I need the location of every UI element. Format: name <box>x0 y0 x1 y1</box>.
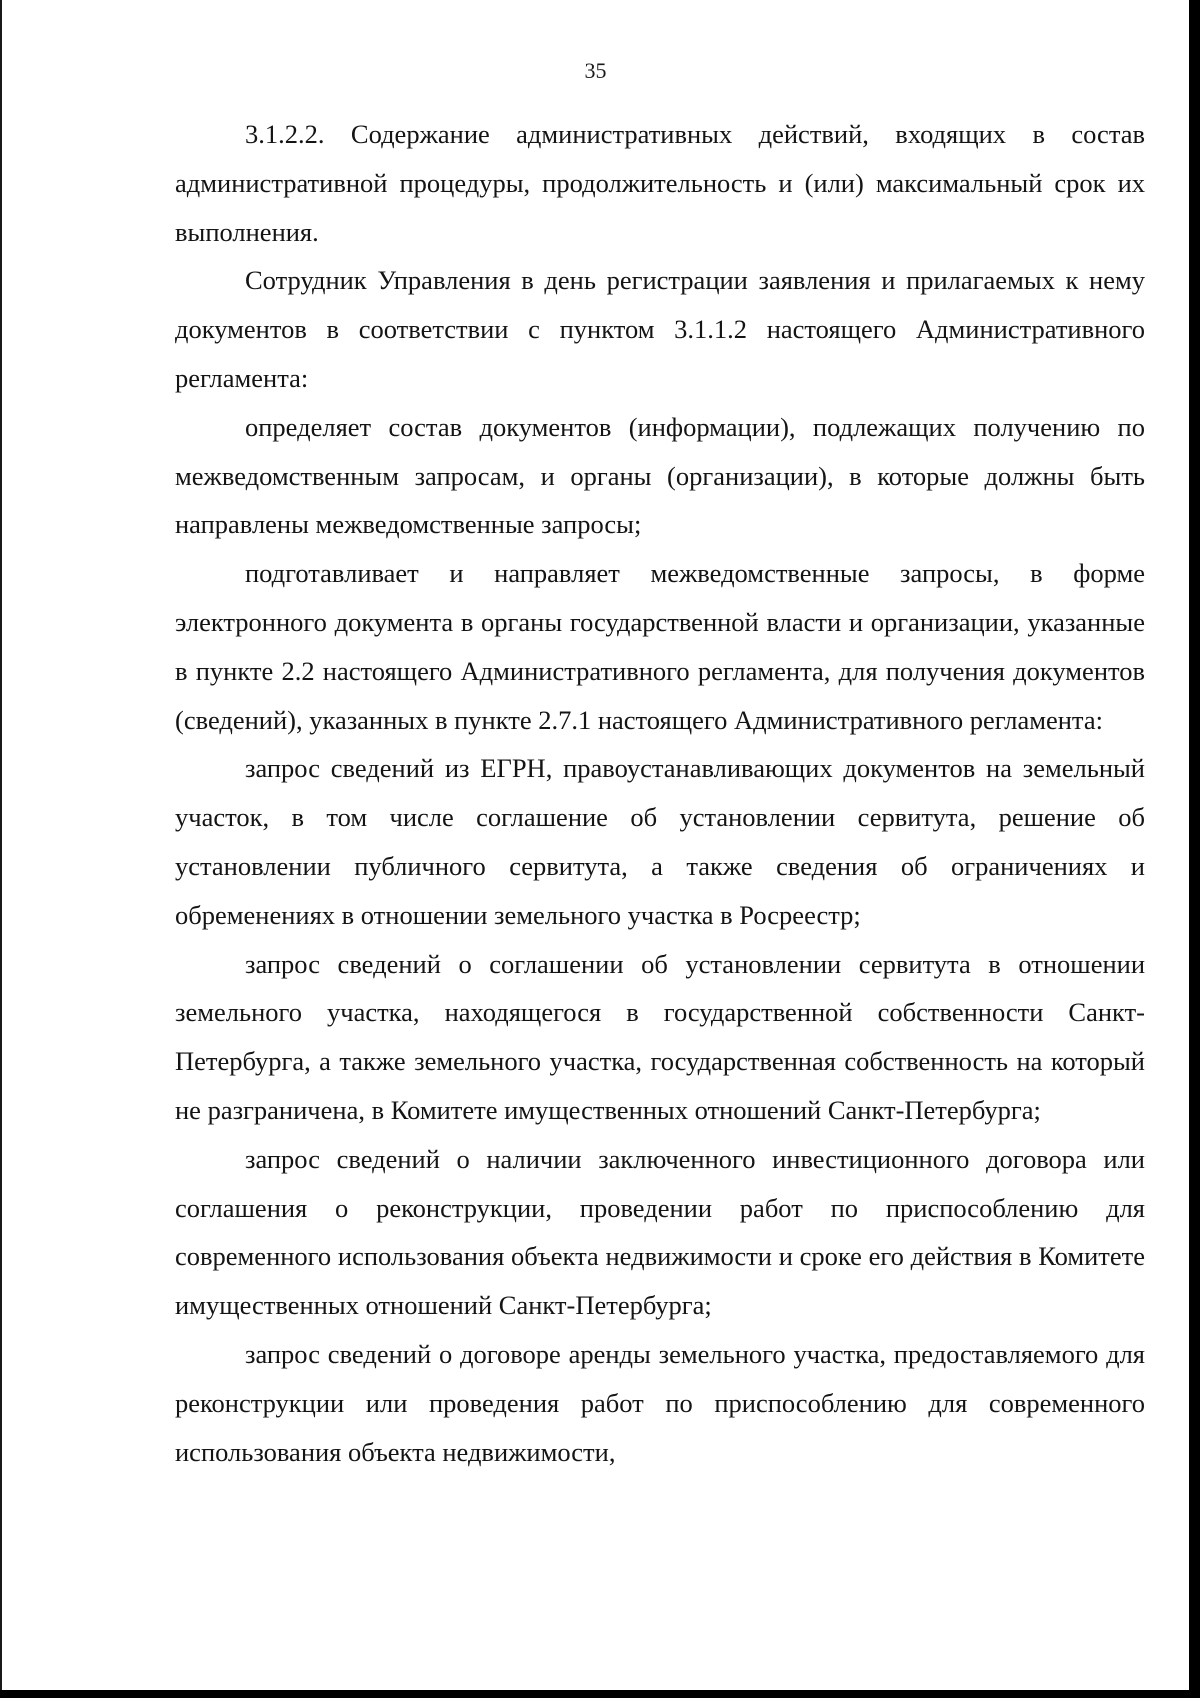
paragraph-request-investment-contract: запрос сведений о наличии заключенного инвестиционного договора или соглашения о реконструкции, проведении работ по приспособлению для современного использования объекта недвижимости и сроке его действия в Комитете имущественных отношений Санкт-Петербурга; <box>175 1143 1145 1321</box>
paragraph-request-egrn: запрос сведений из ЕГРН, правоустанавливающих документов на земельный участок, в том числе соглашение об установлении сервитута, решение об установлении публичного сервитута, а также сведения об ограничениях и обременениях в отношении земельного участка в Росреестр; <box>175 753 1145 930</box>
page-number: 35 <box>584 58 607 83</box>
paragraph-request-lease: запрос сведений о договоре аренды земельного участка, предоставляемого для реконструкции или проведения работ по приспособлению для современного использования объекта недвижимости, <box>175 1338 1145 1467</box>
paragraph-request-servitude: запрос сведений о соглашении об установлении сервитута в отношении земельного участка, находящегося в государственной собственности Санкт-Петербурга, а также земельного участка, государственная собственность на который не разграничена, в Комитете имущественных отношений Санкт-Петербурга; <box>175 948 1145 1125</box>
paragraph-employee-actions: Сотрудник Управления в день регистрации заявления и прилагаемых к нему документов в соответствии с пунктом 3.1.1.2 настоящего Административного регламента: <box>175 265 1145 393</box>
document-body <box>175 110 1145 1476</box>
paragraph-section-heading: 3.1.2.2. Содержание административных действий, входящих в состав административной процедуры, продолжительность и (или) максимальный срок их выполнения. <box>175 119 1145 247</box>
paragraph-determines-documents: определяет состав документов (информации), подлежащих получению по межведомственным запросам, и органы (организации), в которые должны быть направлены межведомственные запросы; <box>175 411 1145 540</box>
paragraph-prepares-requests: подготавливает и направляет межведомственные запросы, в форме электронного документа в органы государственной власти и организации, указанные в пункте 2.2 настоящего Административного регламента, для получения документов (сведений), указанных в пункте 2.7.1 настоящего Административного регламента: <box>175 558 1145 735</box>
